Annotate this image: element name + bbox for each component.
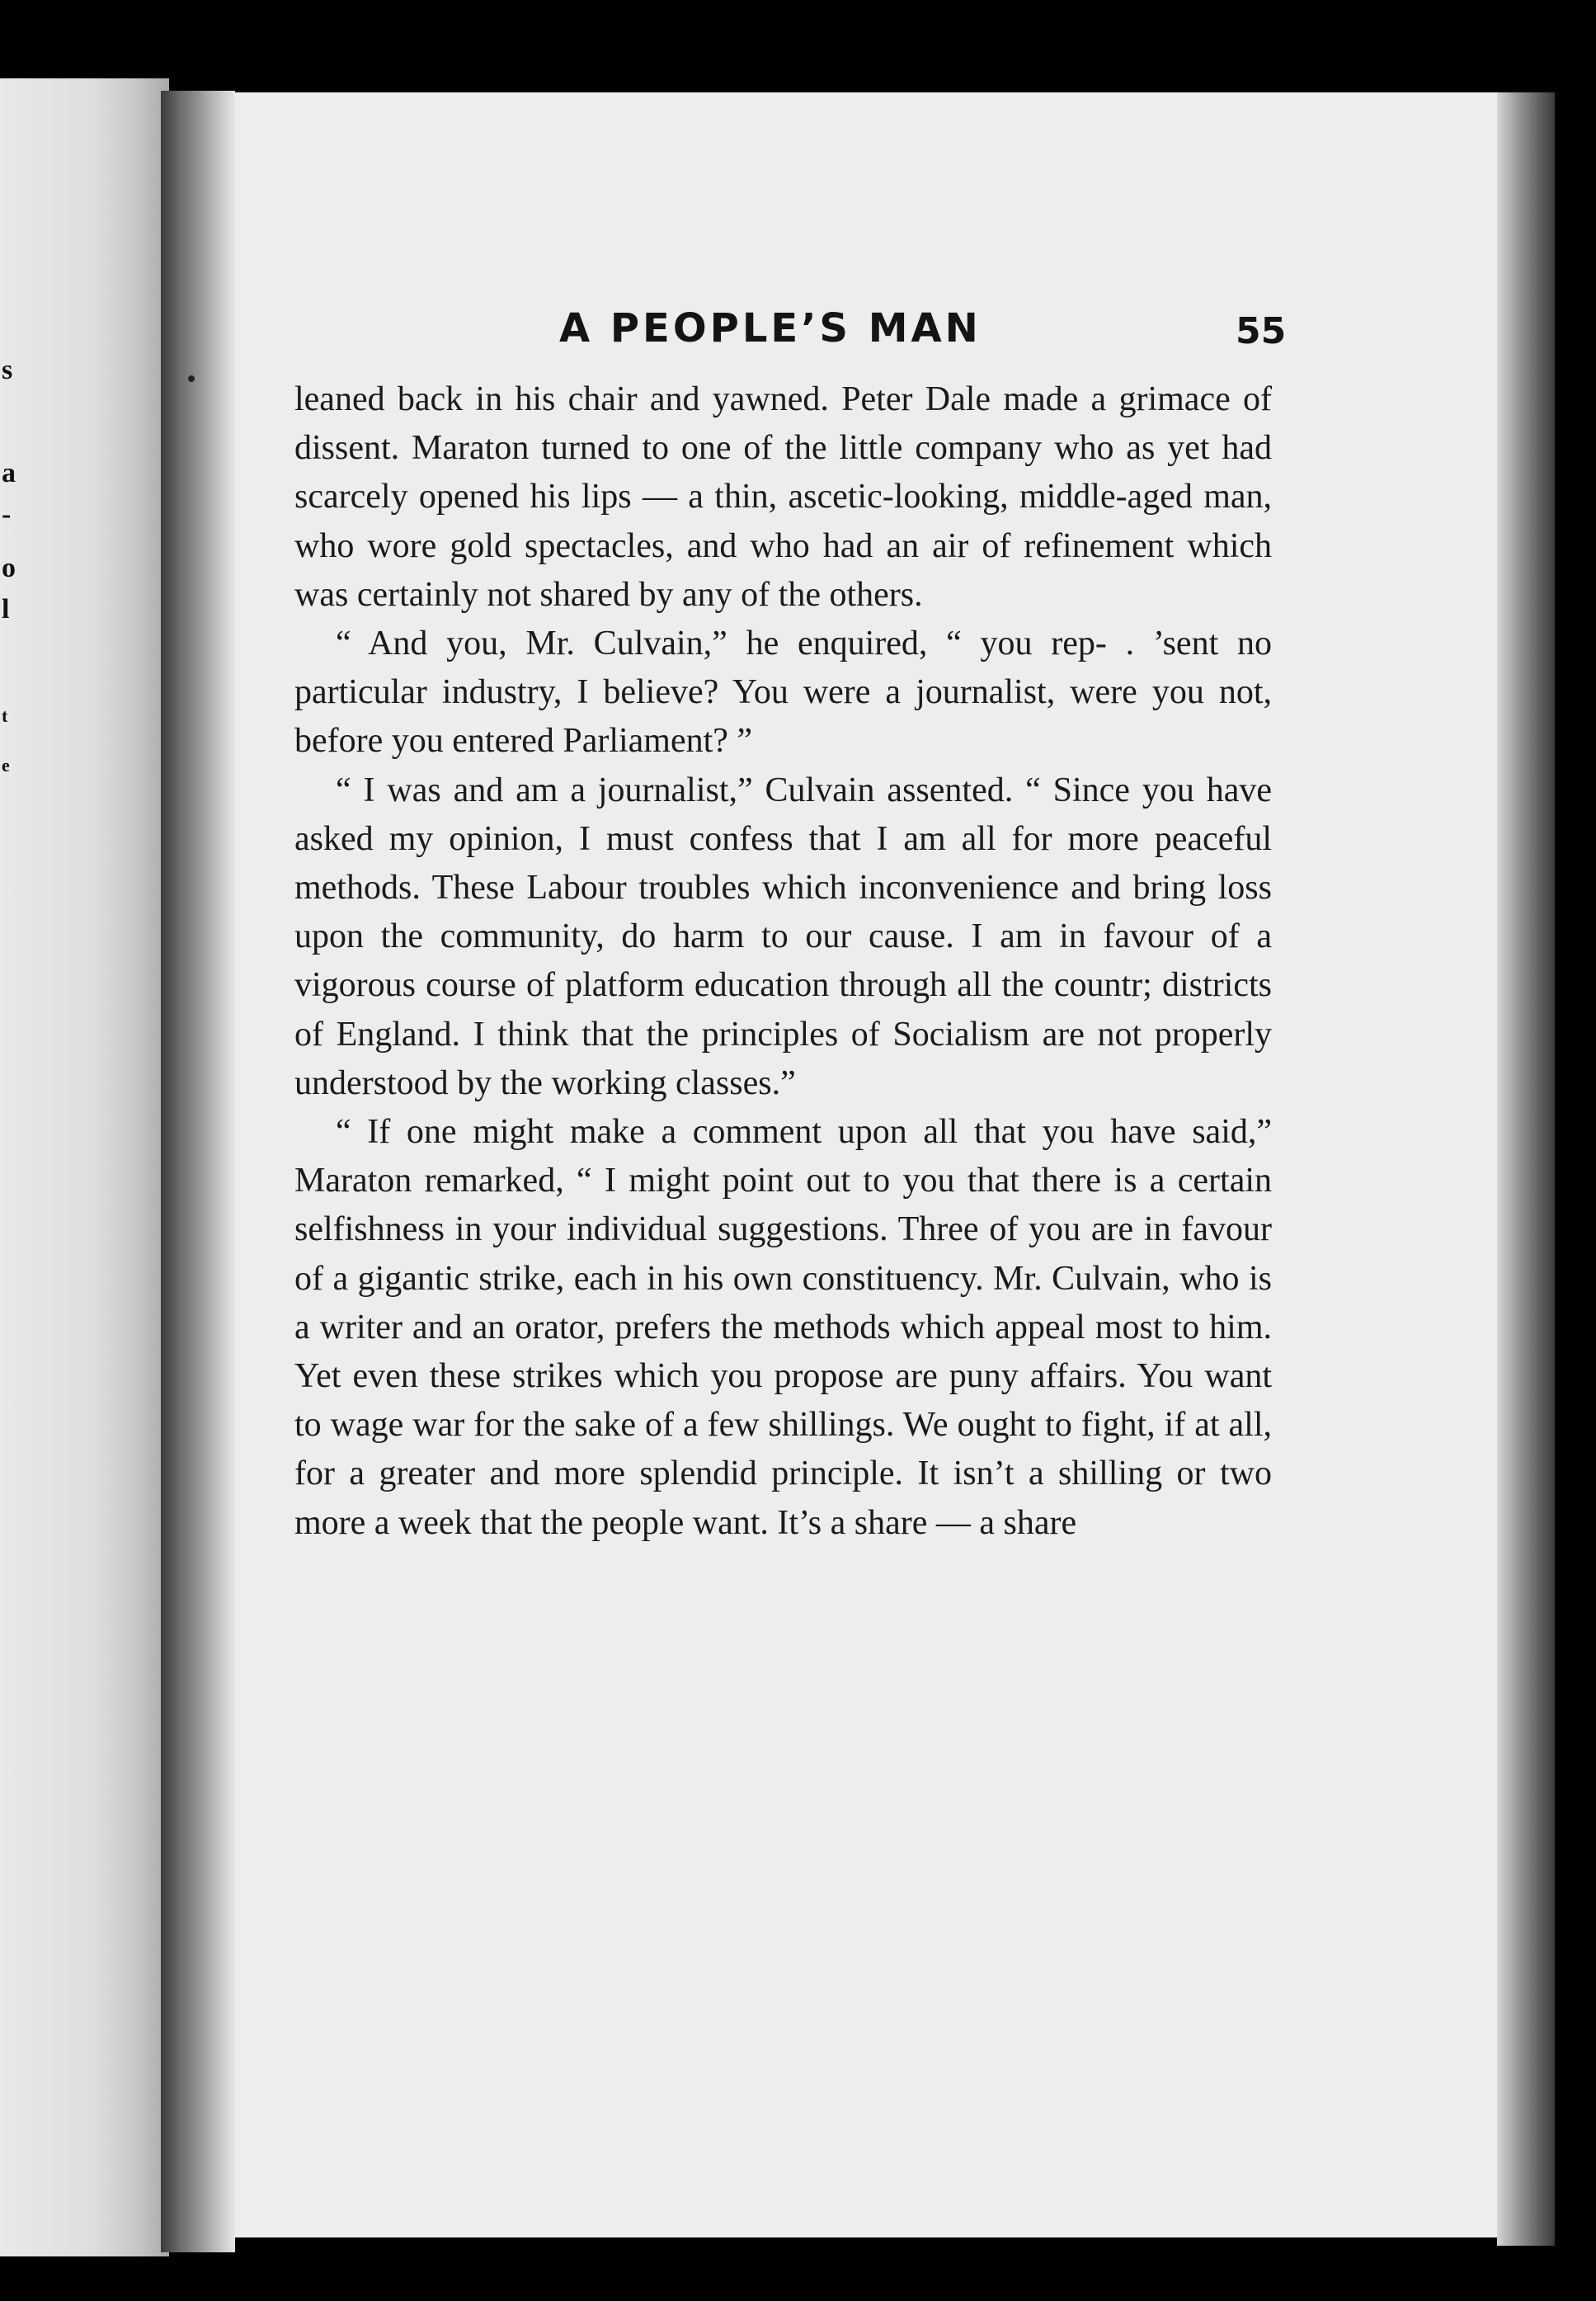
binding-gutter	[161, 91, 235, 2252]
previous-page-glyph: e	[2, 755, 10, 776]
previous-page-glyph: s	[2, 355, 13, 385]
previous-page-glyph: o	[2, 553, 16, 583]
previous-page-glyph: -	[2, 499, 12, 530]
running-title: A PEOPLE’S MAN	[559, 305, 982, 351]
page-number: 55	[1236, 310, 1287, 352]
previous-page-glyph: l	[2, 594, 10, 625]
body-text	[294, 375, 1272, 1548]
paragraph: “ If one might make a comment upon all that you have said,” Maraton remarked, “ I might point out to you that there is a certain selfishness in your individual suggestions. Three of you are in favour of a gigantic strike, each in his own constituency. Mr. Culvain, who is a writer and an orator, prefers the methods which appeal most to him. Yet even these strikes which you propose are puny affairs. You want to wage war for the sake of a few shillings. We ought to fight, if at all, for a greater and more splendid principle. It isn’t a shilling or two more a week that the people want. It’s a share — a share	[294, 1113, 1272, 1542]
paragraph: leaned back in his chair and yawned. Peter Dale made a grimace of dissent. Maraton turned to one of the little company who as yet had scarcely opened his lips — a thin, ascetic-looking, middle-aged man, who wore gold spectacles, and who had an air of refinement which was certainly not shared by any of the others.	[294, 380, 1272, 614]
paragraph: “ I was and am a journalist,” Culvain assented. “ Since you have asked my opinion, I must confess that I am all for more peaceful methods. These Labour troubles which inconvenience and bring loss upon the community, do harm to our cause. I am in favour of a vigorous course of platform education through all the countr; districts of England. I think that the principles of Socialism are not properly understood by the working classes.”	[294, 771, 1272, 1102]
previous-page-fragment	[0, 78, 169, 2256]
running-head	[0, 305, 1596, 363]
previous-page-glyph: t	[2, 705, 8, 726]
gutter-mark	[188, 375, 195, 382]
page-edge-shadow	[1497, 92, 1555, 2246]
paragraph: “ And you, Mr. Culvain,” he enquired, “ you rep- . ’sent no particular industry, I believe? You were a journalist, were you not, before you entered Parliament? ”	[294, 625, 1272, 761]
previous-page-glyph: a	[2, 458, 16, 488]
